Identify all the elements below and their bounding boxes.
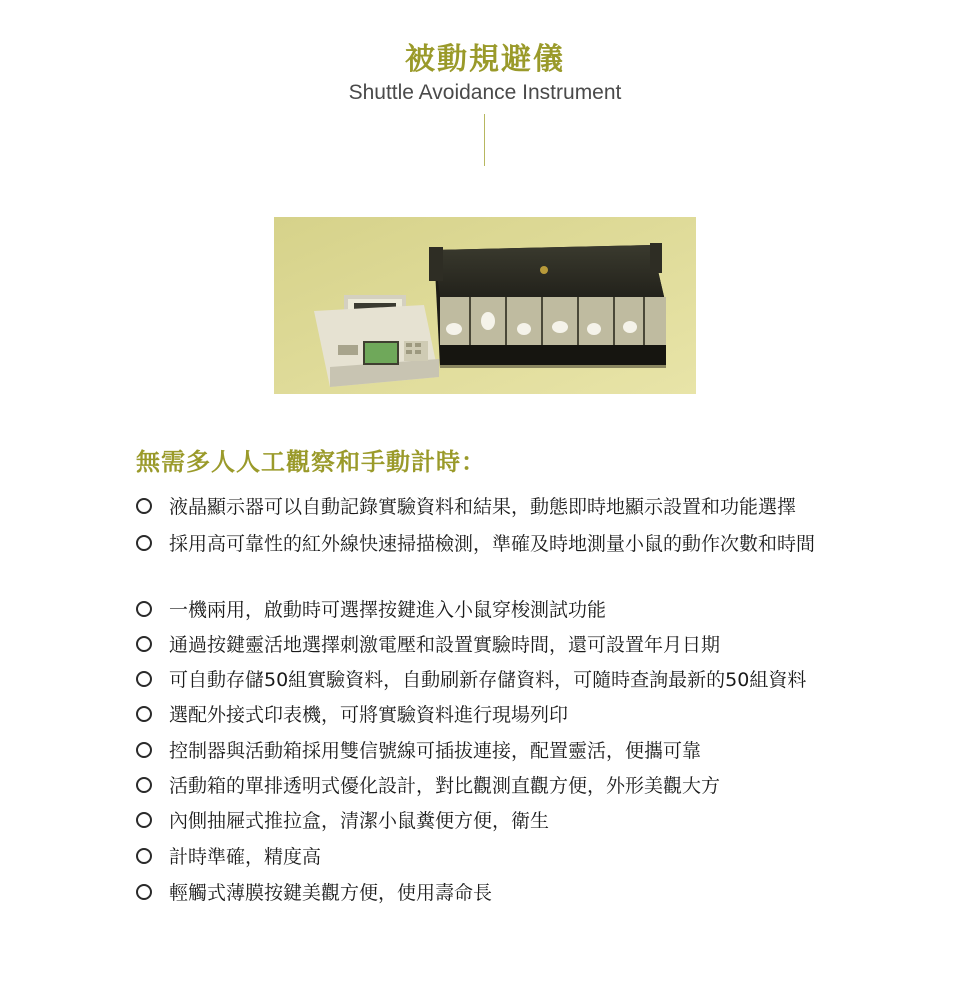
feature-text: 選配外接式印表機，可將實驗資料進行現場列印 <box>169 704 569 726</box>
circle-bullet-icon <box>136 812 152 828</box>
feature-text: 控制器與活動箱採用雙信號線可插拔連接，配置靈活，便攜可靠 <box>169 740 702 762</box>
feature-text: 可自動存儲50組實驗資料，自動刷新存儲資料，可隨時查詢最新的50組資料 <box>169 669 807 691</box>
product-photo <box>274 217 696 394</box>
feature-text: 內側抽屜式推拉盒，清潔小鼠糞便方便，衛生 <box>169 810 550 832</box>
circle-bullet-icon <box>136 777 152 793</box>
feature-text: 計時準確，精度高 <box>169 846 322 868</box>
circle-bullet-icon <box>136 671 152 687</box>
circle-bullet-icon <box>136 706 152 722</box>
circle-bullet-icon <box>136 498 152 514</box>
title-divider <box>484 114 485 166</box>
feature-text: 通過按鍵靈活地選擇刺激電壓和設置實驗時間，還可設置年月日期 <box>169 634 721 656</box>
circle-bullet-icon <box>136 884 152 900</box>
feature-text: 一機兩用，啟動時可選擇按鍵進入小鼠穿梭測試功能 <box>169 599 607 621</box>
circle-bullet-icon <box>136 601 152 617</box>
section-heading: 無需多人人工觀察和手動計時： <box>136 448 486 476</box>
feature-text: 採用高可靠性的紅外線快速掃描檢測，準確及時地測量小鼠的動作次數和時間 <box>169 533 816 555</box>
page-subtitle: Shuttle Avoidance Instrument <box>348 81 622 104</box>
circle-bullet-icon <box>136 535 152 551</box>
circle-bullet-icon <box>136 848 152 864</box>
feature-text: 液晶顯示器可以自動記錄實驗資料和結果，動態即時地顯示設置和功能選擇 <box>169 496 797 518</box>
circle-bullet-icon <box>136 742 152 758</box>
circle-bullet-icon <box>136 636 152 652</box>
page-title: 被動規避儀 <box>405 42 565 77</box>
feature-text: 活動箱的單排透明式優化設計，對比觀測直觀方便，外形美觀大方 <box>169 775 721 797</box>
feature-text: 輕觸式薄膜按鍵美觀方便，使用壽命長 <box>169 882 493 904</box>
